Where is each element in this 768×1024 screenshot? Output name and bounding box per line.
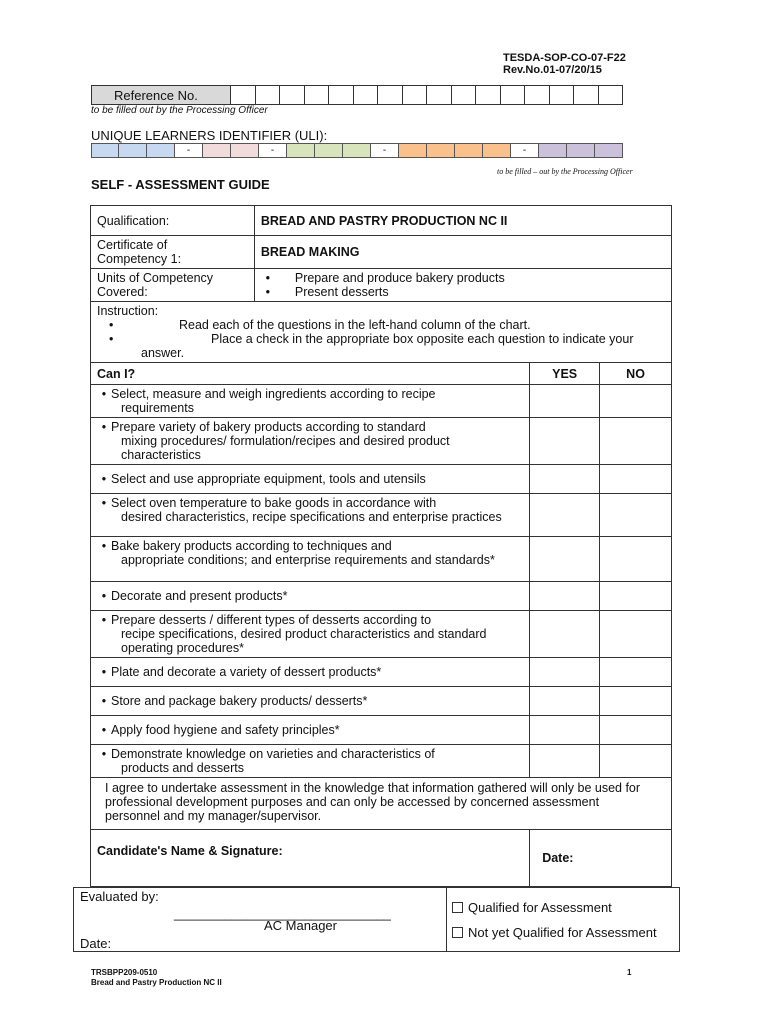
- uli-separator[interactable]: -: [259, 143, 287, 158]
- table-row: [91, 716, 672, 745]
- bullet: •: [265, 271, 271, 285]
- yes-check-cell[interactable]: [530, 745, 600, 778]
- question-text: • Apply food hygiene and safety principles*: [91, 716, 530, 745]
- no-check-cell[interactable]: [600, 418, 672, 465]
- certificate-value: BREAD MAKING: [254, 236, 671, 269]
- evaluation-box: [73, 887, 680, 952]
- yes-check-cell[interactable]: [530, 716, 600, 745]
- candidate-date-label: Date:: [530, 830, 672, 887]
- bullet: •: [101, 665, 107, 679]
- table-row: [91, 687, 672, 716]
- reference-number-box[interactable]: [550, 85, 575, 105]
- uli-box-green[interactable]: [315, 143, 343, 158]
- page-title: SELF - ASSESSMENT GUIDE: [91, 177, 270, 192]
- footer-title: Bread and Pastry Production NC II: [91, 978, 222, 987]
- reference-number-box[interactable]: [476, 85, 501, 105]
- yes-check-cell[interactable]: [530, 418, 600, 465]
- page-number: 1: [627, 968, 632, 977]
- question-text: • Plate and decorate a variety of dessert products*: [91, 658, 530, 687]
- yes-check-cell[interactable]: [530, 385, 600, 418]
- bullet: •: [101, 613, 107, 627]
- uli-box-orange[interactable]: [455, 143, 483, 158]
- question-text: • Prepare variety of bakery products according to standard mixing procedures/ formulation/recipes and desired product characteristics: [91, 418, 530, 465]
- question-text: • Store and package bakery products/ desserts*: [91, 687, 530, 716]
- reference-number-box[interactable]: [378, 85, 403, 105]
- reference-number-box[interactable]: [599, 85, 624, 105]
- yes-header: YES: [530, 363, 600, 385]
- reference-number-box[interactable]: [525, 85, 550, 105]
- question-text: • Select oven temperature to bake goods in accordance with desired characteristics, recipe specifications and enterprise practices: [91, 494, 530, 537]
- bullet: •: [101, 589, 107, 603]
- reference-note: to be filled out by the Processing Officer: [91, 105, 268, 116]
- not-qualified-checkbox[interactable]: [452, 927, 463, 938]
- uli-title: UNIQUE LEARNERS IDENTIFIER (ULI):: [91, 128, 328, 143]
- table-row: [91, 537, 672, 582]
- qualification-value: BREAD AND PASTRY PRODUCTION NC II: [254, 206, 671, 236]
- uli-box-purple[interactable]: [539, 143, 567, 158]
- table-row: [91, 418, 672, 465]
- reference-number-row: [91, 85, 623, 105]
- question-text: • Decorate and present products*: [91, 582, 530, 611]
- question-text: • Select and use appropriate equipment, tools and utensils: [91, 465, 530, 494]
- question-text: • Bake bakery products according to techniques and appropriate conditions; and enterprise requirements and standards*: [91, 537, 530, 582]
- reference-number-box[interactable]: [501, 85, 526, 105]
- document-code: TESDA-SOP-CO-07-F22: [503, 52, 626, 64]
- bullet: •: [101, 472, 107, 486]
- uli-box-purple[interactable]: [567, 143, 595, 158]
- no-check-cell[interactable]: [600, 745, 672, 778]
- table-row: [91, 745, 672, 778]
- reference-number-box[interactable]: [231, 85, 256, 105]
- units-list: [254, 269, 671, 302]
- evaluator-signature-line: ______________________________: [174, 906, 391, 921]
- yes-check-cell[interactable]: [530, 494, 600, 537]
- table-row: [91, 465, 672, 494]
- table-row: [91, 658, 672, 687]
- bullet: •: [101, 694, 107, 708]
- uli-box-orange[interactable]: [427, 143, 455, 158]
- unit-item: • Present desserts: [261, 285, 665, 299]
- question-text: • Select, measure and weigh ingredients according to recipe requirements: [91, 385, 530, 418]
- instruction-label: Instruction:: [97, 304, 159, 318]
- instruction-item: • Read each of the questions in the left-hand column of the chart.: [109, 318, 531, 332]
- units-label: Units of Competency Covered:: [91, 269, 255, 302]
- instruction-cell: [91, 302, 672, 363]
- no-check-cell[interactable]: [600, 687, 672, 716]
- no-check-cell[interactable]: [600, 465, 672, 494]
- reference-number-box[interactable]: [452, 85, 477, 105]
- document-code-block: [503, 52, 626, 76]
- footer: [91, 968, 222, 988]
- reference-number-box[interactable]: [574, 85, 599, 105]
- evaluated-by-label: Evaluated by:: [80, 889, 159, 904]
- ac-manager-label: AC Manager: [264, 918, 337, 933]
- uli-box-orange[interactable]: [483, 143, 511, 158]
- yes-check-cell[interactable]: [530, 658, 600, 687]
- uli-box-blue[interactable]: [119, 143, 147, 158]
- uli-box-green[interactable]: [343, 143, 371, 158]
- qualified-checkbox[interactable]: [452, 902, 463, 913]
- uli-box-orange[interactable]: [399, 143, 427, 158]
- bullet: •: [265, 285, 271, 299]
- no-check-cell[interactable]: [600, 611, 672, 658]
- yes-check-cell[interactable]: [530, 582, 600, 611]
- certificate-label: Certificate of Competency 1:: [91, 236, 255, 269]
- not-qualified-option[interactable]: Not yet Qualified for Assessment: [452, 925, 657, 940]
- no-header: NO: [600, 363, 672, 385]
- yes-check-cell[interactable]: [530, 687, 600, 716]
- can-i-header: Can I?: [91, 363, 530, 385]
- uli-box-green[interactable]: [287, 143, 315, 158]
- uli-cells: [91, 143, 623, 158]
- no-check-cell[interactable]: [600, 582, 672, 611]
- qualified-option[interactable]: Qualified for Assessment: [452, 900, 612, 915]
- bullet: •: [101, 387, 107, 401]
- uli-separator[interactable]: -: [175, 143, 203, 158]
- uli-box-blue[interactable]: [91, 143, 119, 158]
- yes-check-cell[interactable]: [530, 537, 600, 582]
- question-text: • Demonstrate knowledge on varieties and characteristics of products and desserts: [91, 745, 530, 778]
- reference-number-box[interactable]: [305, 85, 330, 105]
- bullet: •: [101, 747, 107, 761]
- no-check-cell[interactable]: [600, 716, 672, 745]
- bullet: •: [101, 496, 107, 510]
- no-check-cell[interactable]: [600, 385, 672, 418]
- reference-number-box[interactable]: [403, 85, 428, 105]
- table-row: [91, 494, 672, 537]
- footer-code: TRSBPP209-0510: [91, 968, 158, 977]
- unit-item: • Prepare and produce bakery products: [261, 271, 665, 285]
- reference-number-box[interactable]: [329, 85, 354, 105]
- bullet: •: [101, 723, 107, 737]
- evaluation-date-label: Date:: [80, 936, 112, 951]
- uli-box-pink[interactable]: [231, 143, 259, 158]
- revision-number: Rev.No.01-07/20/15: [503, 64, 602, 76]
- uli-separator[interactable]: -: [371, 143, 399, 158]
- reference-number-label: Reference No.: [91, 85, 231, 105]
- bullet: •: [101, 420, 107, 434]
- uli-box-blue[interactable]: [147, 143, 175, 158]
- uli-box-pink[interactable]: [203, 143, 231, 158]
- uli-box-purple[interactable]: [595, 143, 623, 158]
- uli-separator[interactable]: -: [511, 143, 539, 158]
- agreement-text: I agree to undertake assessment in the knowledge that information gathered will only be used for professional development purposes and can only be accessed by concerned assessment personnel and my manager/supervisor.: [91, 778, 672, 830]
- table-row: [91, 385, 672, 418]
- candidate-signature-label: Candidate's Name & Signature:: [91, 830, 530, 887]
- question-text: • Prepare desserts / different types of desserts according to recipe specifications, desired product characteristics and standard operating procedures*: [91, 611, 530, 658]
- uli-note: to be filled – out by the Processing Officer: [497, 167, 633, 176]
- bullet: •: [101, 539, 107, 553]
- instruction-item: • Place a check in the appropriate box opposite each question to indicate your answer.: [109, 332, 634, 360]
- yes-check-cell[interactable]: [530, 465, 600, 494]
- no-check-cell[interactable]: [600, 658, 672, 687]
- evaluator-section: [74, 888, 447, 951]
- qualification-label: Qualification:: [91, 206, 255, 236]
- reference-number-box[interactable]: [280, 85, 305, 105]
- self-assessment-table: [90, 205, 672, 887]
- reference-number-cells: [231, 85, 623, 105]
- reference-number-box[interactable]: [354, 85, 379, 105]
- no-check-cell[interactable]: [600, 494, 672, 537]
- table-row: [91, 611, 672, 658]
- table-row: [91, 582, 672, 611]
- yes-check-cell[interactable]: [530, 611, 600, 658]
- no-check-cell[interactable]: [600, 537, 672, 582]
- reference-number-box[interactable]: [256, 85, 281, 105]
- reference-number-box[interactable]: [427, 85, 452, 105]
